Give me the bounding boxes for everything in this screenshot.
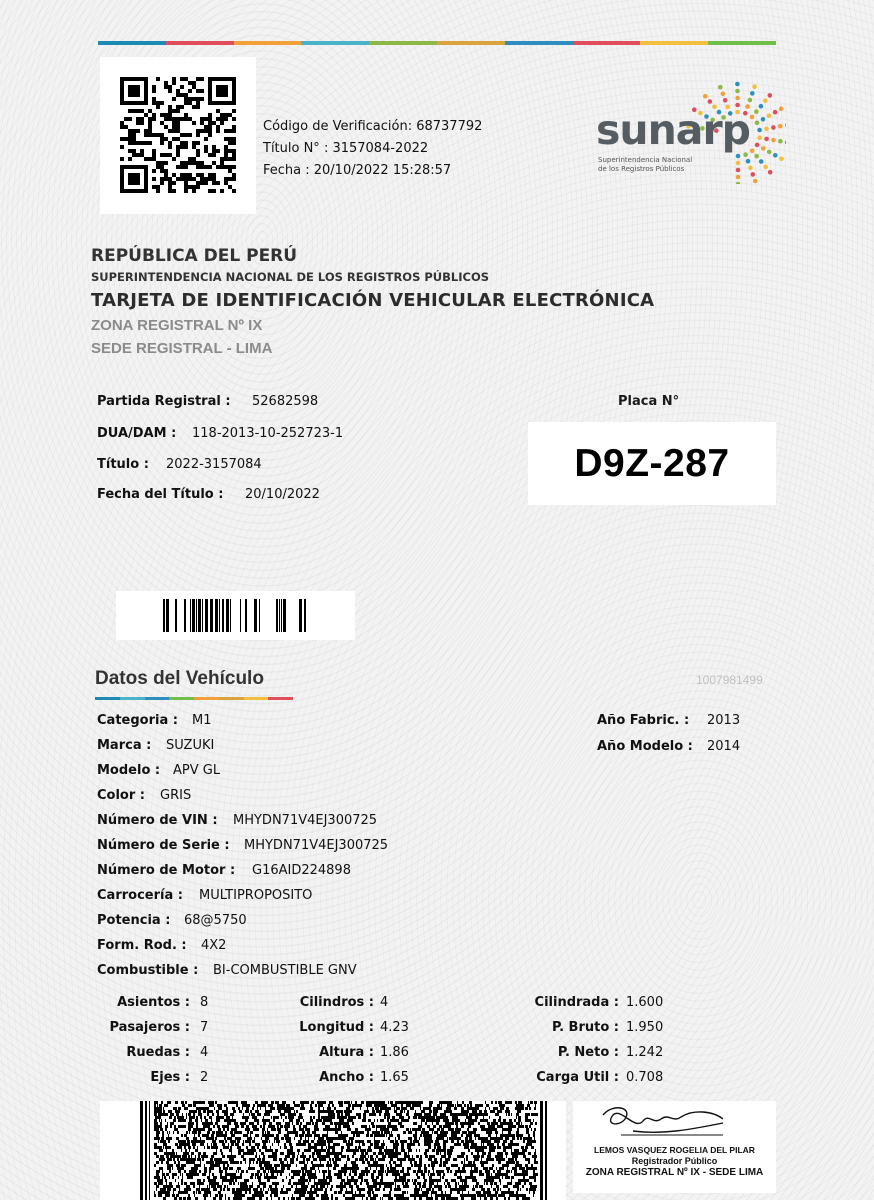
heading-superintendencia: SUPERINTENDENCIA NACIONAL DE LOS REGISTROS PÚBLICOS xyxy=(91,270,490,284)
cilindrada-value: 1.600 xyxy=(626,995,664,1010)
top-color-bar xyxy=(98,41,776,45)
fecha-titulo-label: Fecha del Título : xyxy=(97,487,224,502)
carga-label: Carga Util : xyxy=(536,1070,619,1085)
verification-code: Código de Verificación: 68737792 xyxy=(263,119,483,134)
logo-wordmark: sunarp xyxy=(596,106,751,154)
logo-subtitle-line1: Superintendencia Nacional xyxy=(598,156,693,164)
vehicle-title-underline xyxy=(95,697,293,700)
heading-republica: REPÚBLICA DEL PERÚ xyxy=(91,246,298,266)
titulo-label: Título : xyxy=(97,457,149,472)
modelo-value: APV GL xyxy=(173,763,221,778)
carga-value: 0.708 xyxy=(626,1070,664,1085)
logo-subtitle-line2: de los Registros Públicos xyxy=(598,165,685,173)
dua-label: DUA/DAM : xyxy=(97,426,177,441)
altura-label: Altura : xyxy=(319,1045,374,1060)
ruedas-label: Ruedas : xyxy=(126,1045,190,1060)
cilindros-value: 4 xyxy=(380,995,389,1010)
marca-label: Marca : xyxy=(97,738,152,753)
linear-barcode xyxy=(116,591,355,640)
ancho-label: Ancho : xyxy=(319,1070,374,1085)
placa-box xyxy=(528,422,776,505)
sunarp-logo xyxy=(596,76,788,184)
combustible-label: Combustible : xyxy=(97,963,199,978)
serie-label: Número de Serie : xyxy=(97,838,230,853)
cilindros-label: Cilindros : xyxy=(299,995,374,1010)
anio-fabric-value: 2013 xyxy=(707,713,741,728)
anio-modelo-value: 2014 xyxy=(707,739,741,754)
handwritten-signature xyxy=(573,1101,776,1151)
ruedas-value: 4 xyxy=(200,1045,209,1060)
linear-barcode-graphic xyxy=(163,599,309,632)
logo-subtitle xyxy=(598,156,708,174)
placa-value: D9Z-287 xyxy=(574,441,730,485)
color-value: GRIS xyxy=(160,788,192,803)
qr-code-graphic xyxy=(120,77,236,193)
motor-label: Número de Motor : xyxy=(97,863,236,878)
dua-value: 118-2013-10-252723-1 xyxy=(192,426,344,441)
pdf417-barcode-graphic xyxy=(140,1101,550,1200)
zona-registral: ZONA REGISTRAL Nº IX xyxy=(91,317,263,334)
longitud-value: 4.23 xyxy=(380,1020,409,1035)
formrod-label: Form. Rod. : xyxy=(97,938,187,953)
ejes-label: Ejes : xyxy=(150,1070,190,1085)
qr-code xyxy=(100,57,256,214)
longitud-label: Longitud : xyxy=(299,1020,374,1035)
anio-modelo-label: Año Modelo : xyxy=(597,739,693,754)
pdf417-barcode xyxy=(100,1101,566,1200)
potencia-label: Potencia : xyxy=(97,913,171,928)
modelo-label: Modelo : xyxy=(97,763,161,778)
verification-block xyxy=(263,116,482,182)
document-title: TARJETA DE IDENTIFICACIÓN VEHICULAR ELECTRÓNICA xyxy=(91,290,655,311)
pneto-label: P. Neto : xyxy=(557,1045,619,1060)
carroceria-label: Carrocería : xyxy=(97,888,183,903)
signature-block xyxy=(573,1101,776,1193)
pasajeros-label: Pasajeros : xyxy=(109,1020,190,1035)
cilindrada-label: Cilindrada : xyxy=(534,995,619,1010)
placa-label: Placa N° xyxy=(618,394,680,409)
pasajeros-value: 7 xyxy=(200,1020,209,1035)
color-label: Color : xyxy=(97,788,145,803)
pbruto-value: 1.950 xyxy=(626,1020,664,1035)
categoria-value: M1 xyxy=(192,713,212,728)
registrar-zone: ZONA REGISTRAL Nº IX - SEDE LIMA xyxy=(585,1167,764,1178)
motor-value: G16AID224898 xyxy=(252,863,351,878)
partida-label: Partida Registral : xyxy=(97,394,231,409)
vin-value: MHYDN71V4EJ300725 xyxy=(233,813,378,828)
registrar-name: LEMOS VASQUEZ ROGELIA DEL PILAR xyxy=(594,1145,755,1155)
ancho-value: 1.65 xyxy=(380,1070,409,1085)
serie-value: MHYDN71V4EJ300725 xyxy=(244,838,389,853)
registrar-role: Registrador Público xyxy=(631,1156,718,1166)
partida-value: 52682598 xyxy=(252,394,319,409)
verification-title-number: Título N° : 3157084-2022 xyxy=(263,141,429,156)
combustible-value: BI-COMBUSTIBLE GNV xyxy=(213,963,357,978)
anio-fabric-label: Año Fabric. : xyxy=(597,713,690,728)
fecha-titulo-value: 20/10/2022 xyxy=(245,487,320,502)
document-serial: 1007981499 xyxy=(696,673,763,687)
asientos-value: 8 xyxy=(200,995,209,1010)
verification-date: Fecha : 20/10/2022 15:28:57 xyxy=(263,163,452,178)
formrod-value: 4X2 xyxy=(201,938,227,953)
altura-value: 1.86 xyxy=(380,1045,409,1060)
asientos-label: Asientos : xyxy=(117,995,190,1010)
potencia-value: 68@5750 xyxy=(184,913,247,928)
categoria-label: Categoria : xyxy=(97,713,178,728)
vin-label: Número de VIN : xyxy=(97,813,218,828)
ejes-value: 2 xyxy=(200,1070,209,1085)
pneto-value: 1.242 xyxy=(626,1045,664,1060)
vehicle-section-title: Datos del Vehículo xyxy=(95,668,264,689)
titulo-value: 2022-3157084 xyxy=(166,457,262,472)
sede-registral: SEDE REGISTRAL - LIMA xyxy=(91,340,273,357)
carroceria-value: MULTIPROPOSITO xyxy=(199,888,313,903)
pbruto-label: P. Bruto : xyxy=(551,1020,619,1035)
marca-value: SUZUKI xyxy=(166,738,215,753)
